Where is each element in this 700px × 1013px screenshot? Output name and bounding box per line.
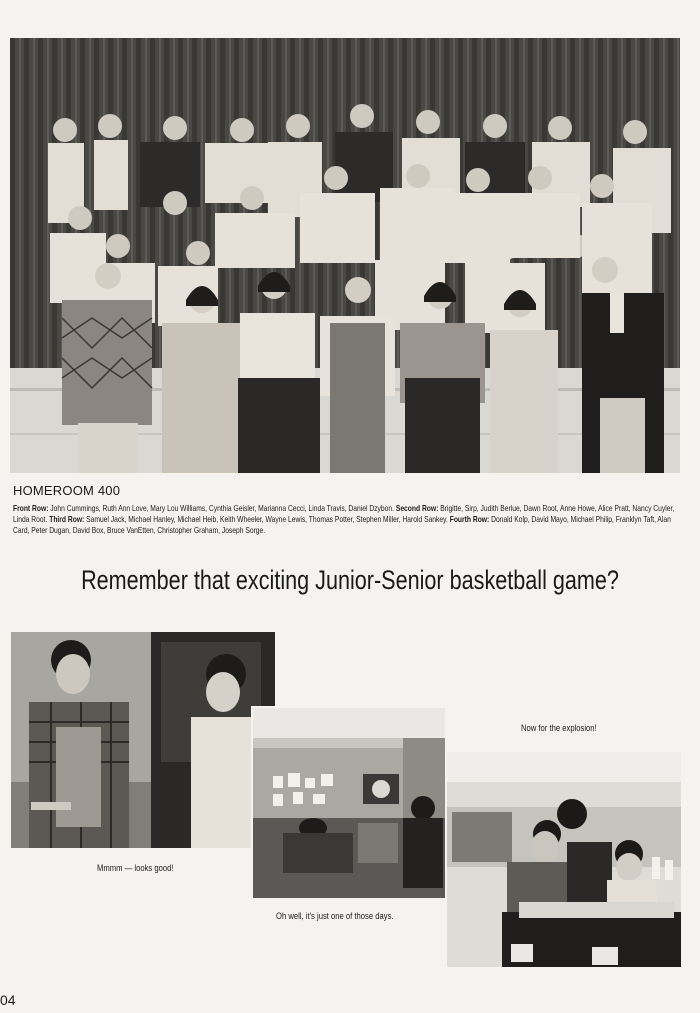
row-names: Samuel Jack, Michael Hanley, Michael Heib, Keith Wheeler, Wayne Lewis, Thomas Potter, Stephen Miller, Harold Sankey. bbox=[86, 515, 448, 524]
caption-cooking: Mmmm — looks good! bbox=[97, 863, 174, 873]
headline: Remember that exciting Junior-Senior basketball game? bbox=[81, 565, 619, 595]
row-label: Fourth Row: bbox=[449, 515, 490, 524]
row-label: Third Row: bbox=[49, 515, 85, 524]
chemistry-lab-photo bbox=[447, 752, 681, 967]
caption-classroom: Oh well, it's just one of those days. bbox=[276, 911, 394, 921]
homeroom-title: HOMEROOM 400 bbox=[13, 483, 121, 498]
classroom-photo bbox=[251, 706, 447, 900]
row-names: John Cummings, Ruth Ann Love, Mary Lou Williams, Cynthia Geisler, Marianna Cecci, Linda Travis, Daniel Dzybon. bbox=[50, 504, 394, 513]
row-names: Brigitte, Sirp, Judith Berlue, Dawn Root, Anne Howe, Alice Pratt, Nancy Cuyler, Linda Root. bbox=[13, 504, 675, 524]
page-number: 04 bbox=[0, 992, 16, 1008]
row-names: Donald Kolp, David Mayo, Michael Philip, Franklyn Taft, Alan Card, Peter Dugan, David Box, Bruce VanEtten, Christopher Graham, Joseph Sorge. bbox=[13, 515, 671, 535]
row-label: Second Row: bbox=[395, 504, 439, 513]
cooking-photo bbox=[11, 632, 275, 848]
caption-lab: Now for the explosion! bbox=[521, 723, 597, 733]
homeroom-roster bbox=[13, 503, 685, 536]
row-label: Front Row: bbox=[13, 504, 49, 513]
homeroom-group-photo bbox=[10, 38, 680, 473]
